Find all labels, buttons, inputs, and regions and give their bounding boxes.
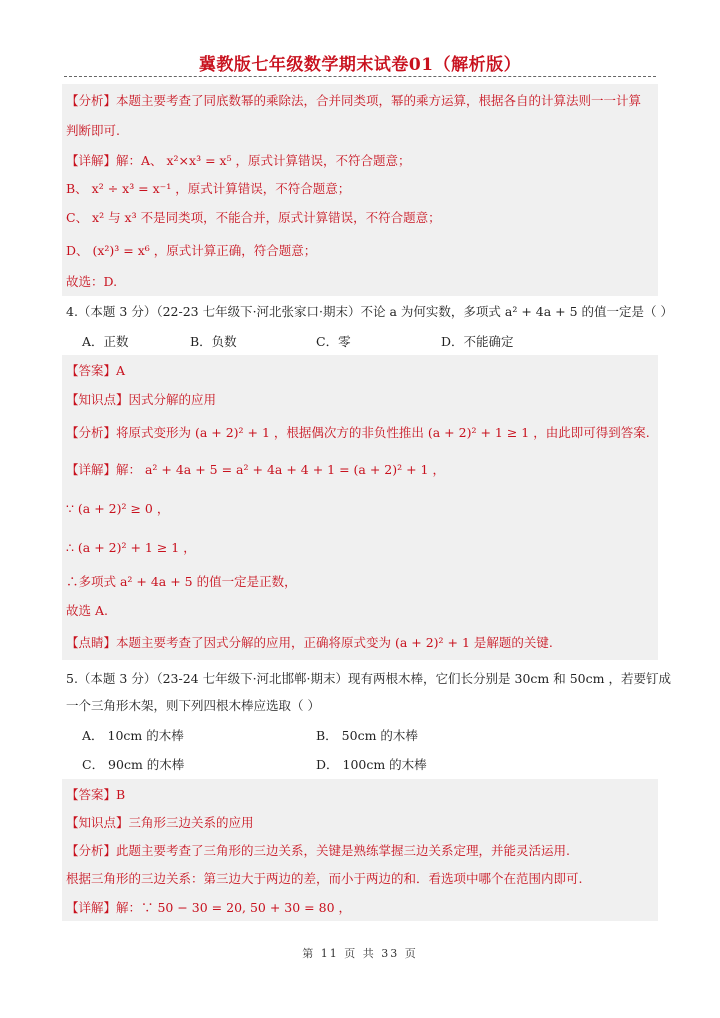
q4-stem: 4.（本题 3 分）（22-23 七年级下·河北张家口·期末）不论 a 为何实数，多项式 a² + 4a + 5 的值一定是（ ） (66, 304, 674, 319)
q4-fenxi: 【分析】将原式变形为 (a + 2)² + 1 ，根据偶次方的非负性推出 (a + 2)² + 1 ≥ 1 ，由此即可得到答案. (66, 425, 650, 440)
q5-option-c: C． 90cm 的木棒 (82, 757, 185, 772)
q4-answer-label: 【答案】A (66, 363, 126, 378)
q3-line-c: C、 x² 与 x³ 不是同类项，不能合并，原式计算错误，不符合题意； (66, 210, 441, 225)
q4-option-c: C．零 (316, 334, 351, 349)
q4-xiangjie: 【详解】解： a² + 4a + 5 = a² + 4a + 4 + 1 = (a + 2)² + 1 ， (66, 462, 445, 477)
q4-option-a: A．正数 (82, 334, 129, 349)
q3-answer: 故选：D. (66, 274, 118, 289)
q5-option-d: D． 100cm 的木棒 (316, 757, 427, 772)
q4-dianjing: 【点睛】本题主要考查了因式分解的应用，正确将原式变为 (a + 2)² + 1 是解题的关键. (66, 635, 553, 650)
page-title: 冀教版七年级数学期末试卷01（解析版） (198, 55, 522, 75)
q3-line-d: D、 (x²)³ = x⁶ ，原式计算正确，符合题意； (66, 243, 317, 258)
header-divider (64, 76, 656, 77)
q4-step-3: ∴多项式 a² + 4a + 5 的值一定是正数， (66, 574, 297, 589)
q5-fenxi-line-2: 根据三角形的三边关系：第三边大于两边的差，而小于两边的和．看选项中哪个在范围内即可. (66, 871, 583, 886)
q4-option-d: D．不能确定 (441, 334, 514, 349)
q4-option-b: B．负数 (190, 334, 237, 349)
q5-option-a: A． 10cm 的木棒 (82, 728, 184, 743)
q4-step-2: ∴ (a + 2)² + 1 ≥ 1 ， (66, 540, 196, 555)
page-number: 第 11 页 共 33 页 (302, 947, 418, 960)
q5-option-b: B． 50cm 的木棒 (316, 728, 418, 743)
q4-step-1: ∵ (a + 2)² ≥ 0 ， (66, 501, 170, 516)
q3-line-b: B、 x² ÷ x³ = x⁻¹ ，原式计算错误，不符合题意； (66, 181, 351, 196)
q4-final-answer: 故选 A. (66, 603, 108, 618)
q5-stem-line-2: 一个三角形木架，则下列四根木棒应选取（ ） (66, 698, 320, 713)
q4-knowledge-point: 【知识点】因式分解的应用 (66, 392, 217, 407)
q5-fenxi-line-1: 【分析】此题主要考查了三角形的三边关系，关键是熟练掌握三边关系定理，并能灵活运用. (66, 843, 570, 858)
q3-fenxi-line-2: 判断即可. (66, 123, 120, 138)
q3-fenxi-line-1: 【分析】本题主要考查了同底数幂的乘除法，合并同类项，幂的乘方运算，根据各自的计算法则一一计算 (66, 93, 642, 108)
q5-knowledge-point: 【知识点】三角形三边关系的应用 (66, 815, 254, 830)
q5-answer-label: 【答案】B (66, 787, 126, 802)
q3-xiangjie-a: 【详解】解：A、 x²×x³ = x⁵ ，原式计算错误，不符合题意； (66, 153, 411, 168)
q5-stem-line-1: 5.（本题 3 分）（23-24 七年级下·河北邯郸·期末）现有两根木棒，它们长分别是 30cm 和 50cm ，若要钉成 (66, 671, 671, 686)
q5-xiangjie: 【详解】解：∵ 50 − 30 = 20, 50 + 30 = 80 ， (66, 900, 352, 915)
